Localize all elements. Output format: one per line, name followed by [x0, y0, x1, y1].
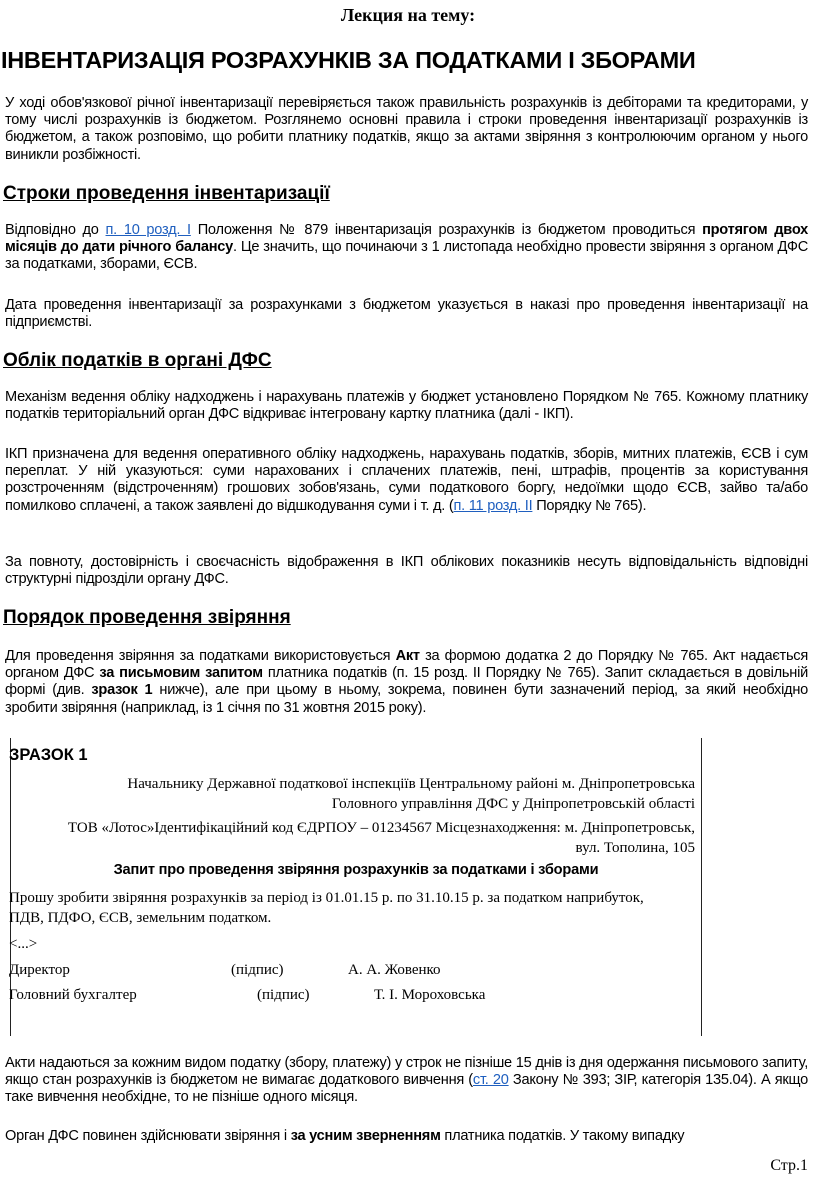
- ellipsis: <...>: [9, 936, 38, 952]
- request-body: Прошу зробити звіряння розрахунків за період із 01.01.15 р. по 31.10.15 р. за податком наприбуток, ПДВ, ПДФО, ЄСВ, земельним податком.: [9, 890, 644, 926]
- text: Закону № 393; ЗІР, категорія 135.04). А якщо таке вивчення необхідне, то не пізніше одного місяця.: [5, 1072, 808, 1106]
- signature-row: [9, 960, 699, 980]
- text: Для проведення звіряння за податками використовується: [5, 648, 396, 664]
- law-link[interactable]: п. 11 розд. II: [453, 497, 533, 514]
- intro-paragraph: У ході обов'язкової річної інвентаризації перевіряється також правильність розрахунків із дебіторами та кредиторами, у тому числі розрахунків із бюджетом. Розглянемо основні правила і строки проведення інвентаризації розрахунків із бюджетом, а також розповімо, що робити платнику податків, якщо за актами звіряння з контролюючим органом у нього виникли розбіжності.: [5, 95, 808, 163]
- sender: [15, 818, 695, 858]
- text: Відповідно до: [5, 222, 106, 238]
- text: . Це значить, що починаючи з 1 листопада необхідно провести звіряння з органом ДФС за податками, зборами, ЄСВ.: [5, 239, 808, 273]
- signature-name: А. А. Жовенко: [348, 962, 441, 978]
- signature-placeholder: (підпис): [231, 962, 284, 978]
- ikp-paragraph: [5, 446, 808, 515]
- text: Положення № 879 інвентаризація розрахунків із бюджетом проводиться: [190, 222, 703, 238]
- sample-label: ЗРАЗОК 1: [9, 746, 88, 764]
- section-heading-accounting: Облік податків в органі ДФС: [3, 350, 272, 371]
- text: платника податків (п. 15 розд. II Порядку № 765). Запит складається в довільній формі (див.: [5, 665, 808, 699]
- addressee-line: Начальнику Державної податкової інспекціїв Центральному районі м. Дніпропетровська: [127, 776, 695, 792]
- signature-placeholder: (підпис): [257, 987, 310, 1003]
- text: Орган ДФС повинен здійснювати звіряння і: [5, 1128, 291, 1144]
- date-paragraph: Дата проведення інвентаризації за розрахунками з бюджетом указується в наказі про проведення інвентаризації на підприємстві.: [5, 297, 808, 331]
- lecture-label: Лекция на тему:: [340, 5, 476, 25]
- sender-line: ТОВ «Лотос»Ідентифікаційний код ЄДРПОУ – 01234567 Місцезнаходження: м. Дніпропетровськ,: [67, 820, 695, 836]
- page-number: Стр.1: [770, 1157, 808, 1174]
- reconciliation-paragraph: [5, 648, 808, 717]
- sample-box: [10, 738, 702, 1036]
- oral-request-paragraph: [5, 1128, 808, 1145]
- text: ІКП призначена для ведення оперативного обліку надходжень, нарахувань податків, зборів, митних платежів, ЄСВ і сум переплат. У ній указуються: суми нарахованих і сплачених платежів, пені, штрафів, процентів за користування розстроченням (відстроченням) грошових зобов'язань, суми податкового боргу, недоїмки щодо ЄСВ, зайво та/або помилково сплачені, а також заявлені до відшкодування суми і т. д. (: [5, 446, 808, 514]
- deadlines-paragraph: [5, 222, 808, 274]
- section-heading-deadlines: Строки проведення інвентаризації: [3, 183, 330, 204]
- signature-role: Головний бухгалтер: [9, 987, 137, 1003]
- request-title: Запит про проведення звіряння розрахунків за податками і зборами: [113, 862, 599, 878]
- page-title: ІНВЕНТАРИЗАЦІЯ РОЗРАХУНКІВ ЗА ПОДАТКАМИ І ЗБОРАМИ: [1, 47, 696, 73]
- sender-line: вул. Тополина, 105: [575, 840, 695, 856]
- bold-text: Акт: [395, 648, 420, 664]
- signature-row: [9, 985, 699, 1005]
- text: Порядку № 765).: [532, 497, 647, 514]
- text: Акти надаються за кожним видом податку (збору, платежу) у строк не пізніше 15 днів із дня одержання письмового запиту, якщо стан розрахунків із бюджетом не вимагає додаткового вивчення (: [5, 1055, 808, 1089]
- mechanism-paragraph: Механізм ведення обліку надходжень і нарахувань платежів у бюджет установлено Порядком № 765. Кожному платнику податків територіальний орган ДФС відкриває інтегровану картку платника (далі - ІКП).: [5, 389, 808, 423]
- bold-text: зразок 1: [91, 682, 153, 699]
- text: нижче), але при цьому в ньому, зокрема, повинен бути зазначений період, за який необхідно зробити звіряння (наприклад, із 1 січня по 31 жовтня 2015 року).: [5, 682, 808, 716]
- signature-role: Директор: [9, 962, 70, 978]
- addressee-line: Головного управління ДФС у Дніпропетровській області: [331, 796, 695, 812]
- section-heading-reconciliation: Порядок проведення звіряння: [3, 607, 291, 628]
- acts-paragraph: [5, 1055, 808, 1107]
- law-link[interactable]: п. 10 розд. I: [105, 222, 191, 238]
- signature-name: Т. І. Мороховська: [374, 987, 486, 1003]
- bold-text: за письмовим запитом: [99, 665, 263, 682]
- bold-text: за усним зверненням: [290, 1128, 441, 1144]
- responsibility-paragraph: За повноту, достовірність і своєчасність відображення в ІКП облікових показників несуть відповідальність відповідні структурні підрозділи органу ДФС.: [5, 554, 808, 588]
- addressee: [55, 774, 695, 814]
- law-link[interactable]: ст. 20: [472, 1072, 509, 1089]
- bold-text: протягом двох місяців до дати річного балансу: [5, 222, 808, 256]
- text: за формою додатка 2 до Порядку № 765. Акт надається органом ДФС: [5, 648, 808, 682]
- text: платника податків. У такому випадку: [440, 1128, 685, 1144]
